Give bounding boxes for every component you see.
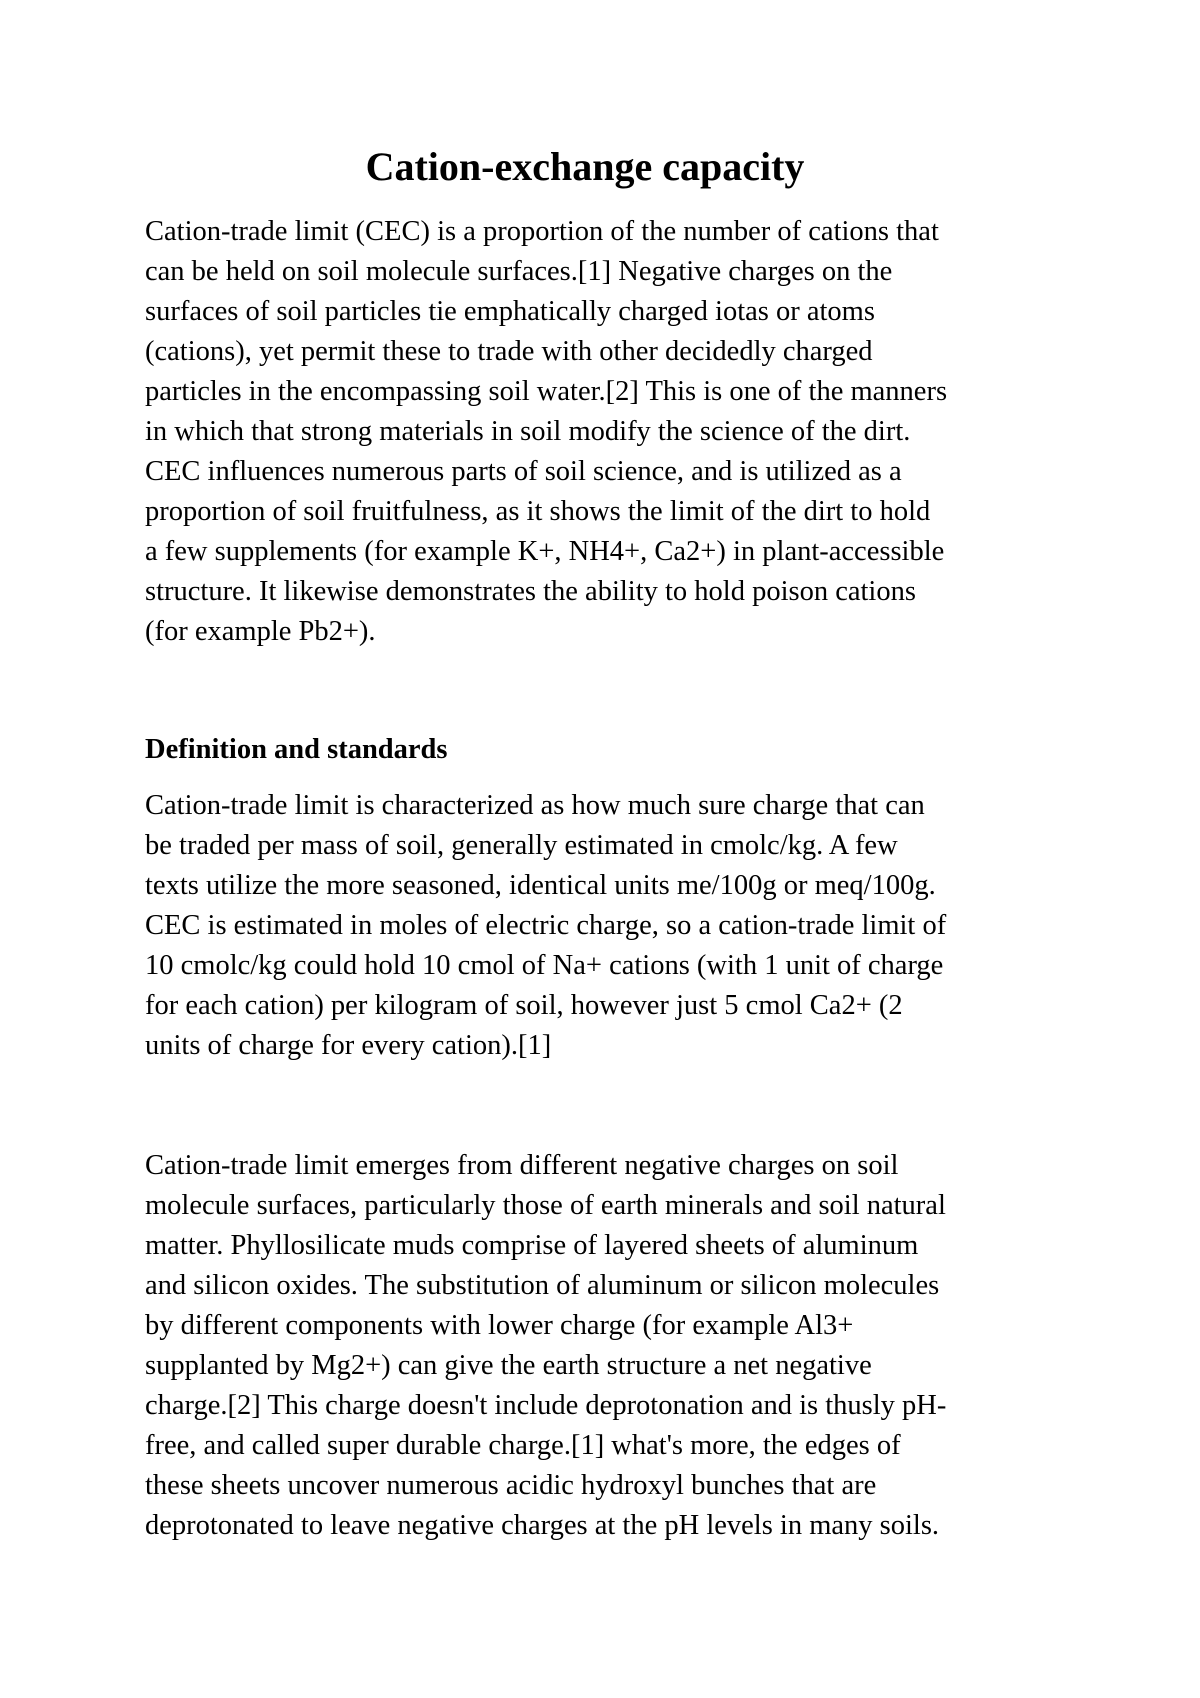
text-line: texts utilize the more seasoned, identical units me/100g or meq/100g. (145, 870, 936, 901)
text-line: in which that strong materials in soil modify the science of the dirt. (145, 416, 911, 447)
text-line: these sheets uncover numerous acidic hydroxyl bunches that are (145, 1470, 877, 1501)
text-line: for each cation) per kilogram of soil, however just 5 cmol Ca2+ (2 (145, 990, 903, 1021)
text-line: supplanted by Mg2+) can give the earth structure a net negative (145, 1350, 872, 1381)
text-line: proportion of soil fruitfulness, as it shows the limit of the dirt to hold (145, 496, 931, 527)
text-line: surfaces of soil particles tie emphatically charged iotas or atoms (145, 296, 875, 327)
text-line: CEC influences numerous parts of soil science, and is utilized as a (145, 456, 902, 487)
text-line: Cation-trade limit (CEC) is a proportion of the number of cations that (145, 216, 939, 247)
text-line: a few supplements (for example K+, NH4+, Ca2+) in plant-accessible (145, 536, 945, 567)
paragraph-gap (145, 1066, 1065, 1146)
text-line: CEC is estimated in moles of electric charge, so a cation-trade limit of (145, 910, 947, 941)
text-line: by different components with lower charge (for example Al3+ (145, 1310, 854, 1341)
text-line: matter. Phyllosilicate muds comprise of layered sheets of aluminum (145, 1230, 919, 1261)
document-title: Cation-exchange capacity (365, 144, 805, 189)
intro-paragraph (145, 212, 1065, 652)
section-heading: Definition and standards (145, 734, 448, 765)
text-line: and silicon oxides. The substitution of aluminum or silicon molecules (145, 1270, 940, 1301)
text-line: be traded per mass of soil, generally estimated in cmolc/kg. A few (145, 830, 898, 861)
paragraph-gap (145, 652, 1065, 730)
text-line: particles in the encompassing soil water.[2] This is one of the manners (145, 376, 948, 407)
text-line: units of charge for every cation).[1] (145, 1030, 552, 1061)
text-line: 10 cmolc/kg could hold 10 cmol of Na+ cations (with 1 unit of charge (145, 950, 944, 981)
definition-paragraph (145, 786, 1065, 1066)
text-line: can be held on soil molecule surfaces.[1] Negative charges on the (145, 256, 893, 287)
text-line: (cations), yet permit these to trade with other decidedly charged (145, 336, 873, 367)
text-line: (for example Pb2+). (145, 616, 376, 647)
text-line: free, and called super durable charge.[1] what's more, the edges of (145, 1430, 901, 1461)
text-line: Cation-trade limit is characterized as how much sure charge that can (145, 790, 925, 821)
origin-paragraph (145, 1146, 1065, 1546)
text-line: molecule surfaces, particularly those of earth minerals and soil natural (145, 1190, 946, 1221)
text-line: Cation-trade limit emerges from different negative charges on soil (145, 1150, 899, 1181)
text-line: deprotonated to leave negative charges at the pH levels in many soils. (145, 1510, 940, 1541)
text-line: charge.[2] This charge doesn't include deprotonation and is thusly pH- (145, 1390, 947, 1421)
document-page (145, 138, 1065, 1546)
text-line: structure. It likewise demonstrates the ability to hold poison cations (145, 576, 916, 607)
